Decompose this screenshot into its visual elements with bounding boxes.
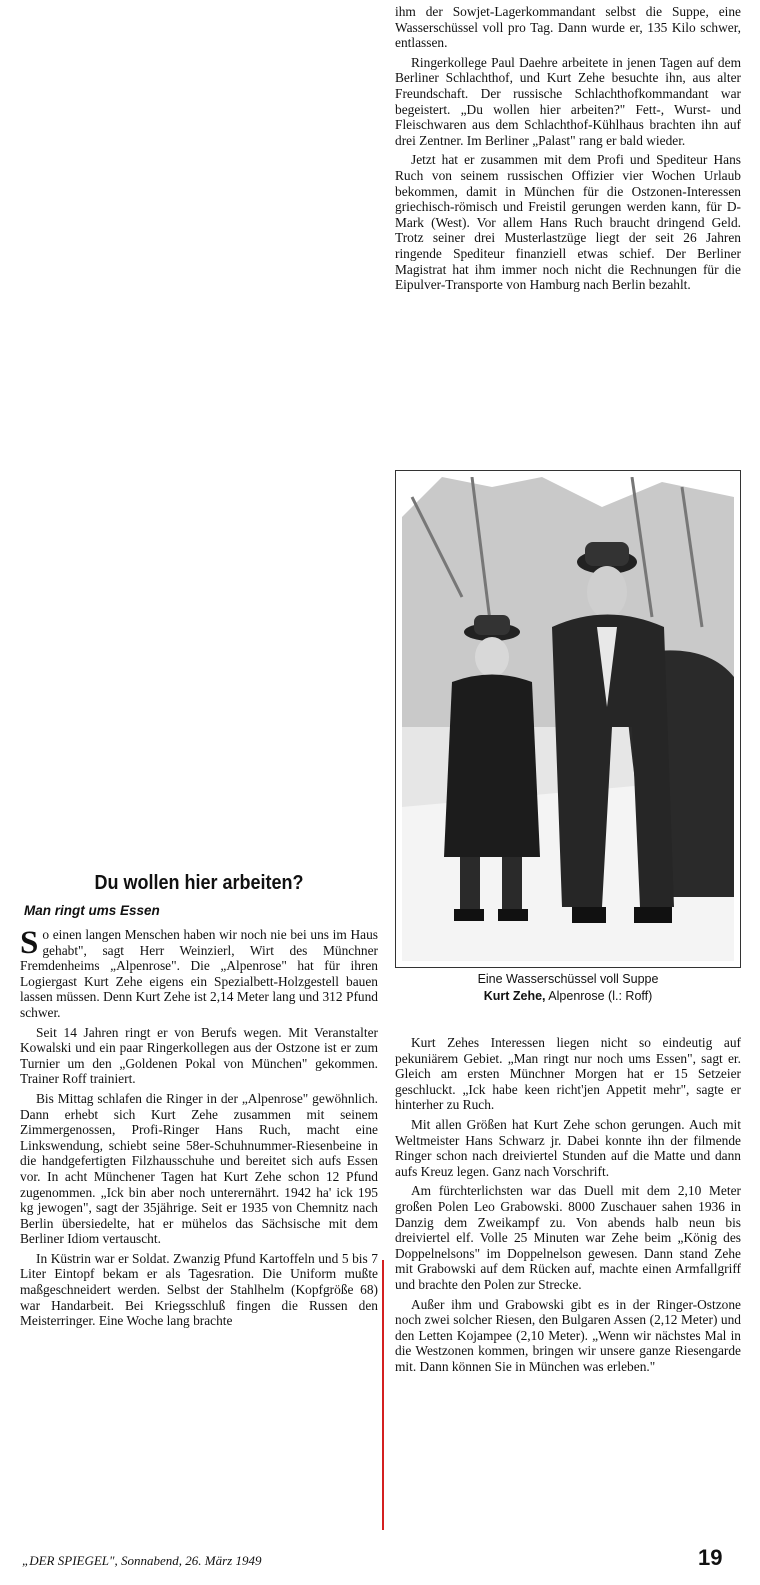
left-column xyxy=(20,927,378,1333)
right-column-bottom xyxy=(395,1035,741,1378)
caption-name: Kurt Zehe, xyxy=(483,989,546,1003)
paragraph: Seit 14 Jahren ringt er von Berufs wegen. Mit Veranstalter Kowalski und ein paar Ringerkollegen aus der Ostzone ist er zum Turnier um den „Goldenen Pokal von München" gekommen. Trainer Roff trainiert. xyxy=(20,1024,378,1087)
paragraph: Kurt Zehes Interessen liegen nicht so eindeutig auf pekuniärem Gebiet. „Man ringt nur noch ums Essen", sagt er. Gleich am ersten Münchner Morgen hat er 15 Setzeier geschluckt. „Ick habe keen richt'jen Appetit mehr", sagte er hinterher zu Ruch. xyxy=(395,1035,741,1113)
paragraph: Außer ihm und Grabowski gibt es in der Ringer-Ostzone noch zwei solcher Riesen, den Bulgaren Assen (2,12 Meter) und den Letten Kojampee (2,10 Meter). „Wenn wir nächstes Mal in die Westzonen kommen, bringen wir unsere ganze Riesengarde mit. Dann können Sie in München was erleben." xyxy=(395,1296,741,1374)
article-photo xyxy=(395,470,741,968)
article-headline: Du wollen hier arbeiten? xyxy=(94,872,304,894)
right-column-top xyxy=(395,4,741,297)
drop-cap: S xyxy=(20,925,39,961)
paragraph: Bis Mittag schlafen die Ringer in der „Alpenrose" gewöhnlich. Dann erhebt sich Kurt Zehe zusammen mit seinem Zimmergenossen, Profi-Ringer Hans Ruch, macht eine Linkswendung, schiebt seine 58er-Schuhnummer-Riesenbeine in die handgefertigten Filzhausschuhe und bereitet sich aufs Essen vor. In acht Münchener Tagen hat Kurt Zehe schon 12 Pfund zugenommen. „Ick bin aber noch unterernährt. 1942 ha' ick 195 kg jewogen", sagt der 35jährige. Seit er 1935 von Chemnitz nach Berlin übersiedelte, hat er mühelos das Sächsische mit dem Berliner Idiom vertauscht. xyxy=(20,1090,378,1247)
page-number: 19 xyxy=(698,1545,723,1570)
paragraph: Ringerkollege Paul Daehre arbeitete in jenen Tagen auf dem Berliner Schlachthof, und Kurt Zehe besuchte ihn, aus alter Freundschaft. Der russische Schlachthofkommandant war begeistert. „Du wollen hier arbeiten?" Fett-, Wurst- und Fleischwaren aus dem Schlachthof-Kühlhaus brachten ihn auf drei Zentner. Im Berliner „Palast" rang er bald wieder. xyxy=(395,54,741,148)
footer-publication: „DER SPIEGEL", Sonnabend, 26. März 1949 xyxy=(22,1553,262,1568)
paragraph: Jetzt hat er zusammen mit dem Profi und Spediteur Hans Ruch von seinem russischen Offizier vier Wochen Urlaub bekommen, damit in München für die Ostzonen-Interessen griechisch-römisch und Freistil gerungen werden kann, für D-Mark (West). Vor allem Hans Ruch braucht dringend Geld. Trotz seiner drei Musterlastzüge liegt der seit 26 Jahren ringende Spediteur finanziell etwas schief. Der Berliner Magistrat hat ihm immer noch nicht die Rechnungen für die Eipulver-Transporte von Hamburg nach Berlin bezahlt. xyxy=(395,152,741,293)
paragraph: In Küstrin war er Soldat. Zwanzig Pfund Kartoffeln und 5 bis 7 Liter Eintopf bekam er als Tagesration. Die Uniform mußte maßgeschneidert werden. Selbst der Stahlhelm (Kopfgröße 68) war Handarbeit. Bei Kriegsschluß fingen die Russen den Meisterringer. Eine Woche lang brachte xyxy=(20,1250,378,1329)
photo-image xyxy=(402,477,734,961)
paragraph: Mit allen Größen hat Kurt Zehe schon gerungen. Auch mit Weltmeister Hans Schwarz jr. Dabei konnte ihn der filmende Ringer schon nach dreiviertel Stunden auf die Matte und dann aufs Kreuz legen. Ganz nach Vorschrift. xyxy=(395,1116,741,1179)
caption-rest: Alpenrose (l.: Roff) xyxy=(545,989,653,1003)
paragraph: Am fürchterlichsten war das Duell mit dem 2,10 Meter großen Polen Leo Grabowski. 8000 Zuschauer sahen 1936 in Danzig dem Zweikampf zu. Von abends halb neun bis dreiviertel elf. Volle 25 Minuten war Zehe beim „König des Doppelnelsons" im Doppelnelson gewesen. Dann stand Zehe mit Grabowski auf dem Rücken auf, machte einen Armfallgriff und brachte den Polen zur Strecke. xyxy=(395,1183,741,1292)
paragraph: ihm der Sowjet-Lagerkommandant selbst die Suppe, eine Wasserschüssel voll pro Tag. Dann wurde er, 135 Kilo schwer, entlassen. xyxy=(395,4,741,51)
photo-caption xyxy=(395,971,741,1005)
lead-paragraph xyxy=(20,927,378,1021)
article-subheadline: Man ringt ums Essen xyxy=(24,903,160,918)
caption-line-1: Eine Wasserschüssel voll Suppe xyxy=(477,972,659,986)
lead-text: o einen langen Menschen haben wir noch nie bei uns im Haus gehabt", sagt Herr Weinzierl, Wirt des Münchner Fremdenheims „Alpenrose". Die „Alpenrose" hat für ihren Logiergast Kurt Zehe eigens ein Spezialbett-Holzgestell bauen lassen müssen. Denn Kurt Zehe ist 2,14 Meter lang und 312 Pfund schwer. xyxy=(20,927,378,1020)
caption-line-2 xyxy=(395,988,741,1005)
red-margin-rule xyxy=(382,1260,384,1530)
